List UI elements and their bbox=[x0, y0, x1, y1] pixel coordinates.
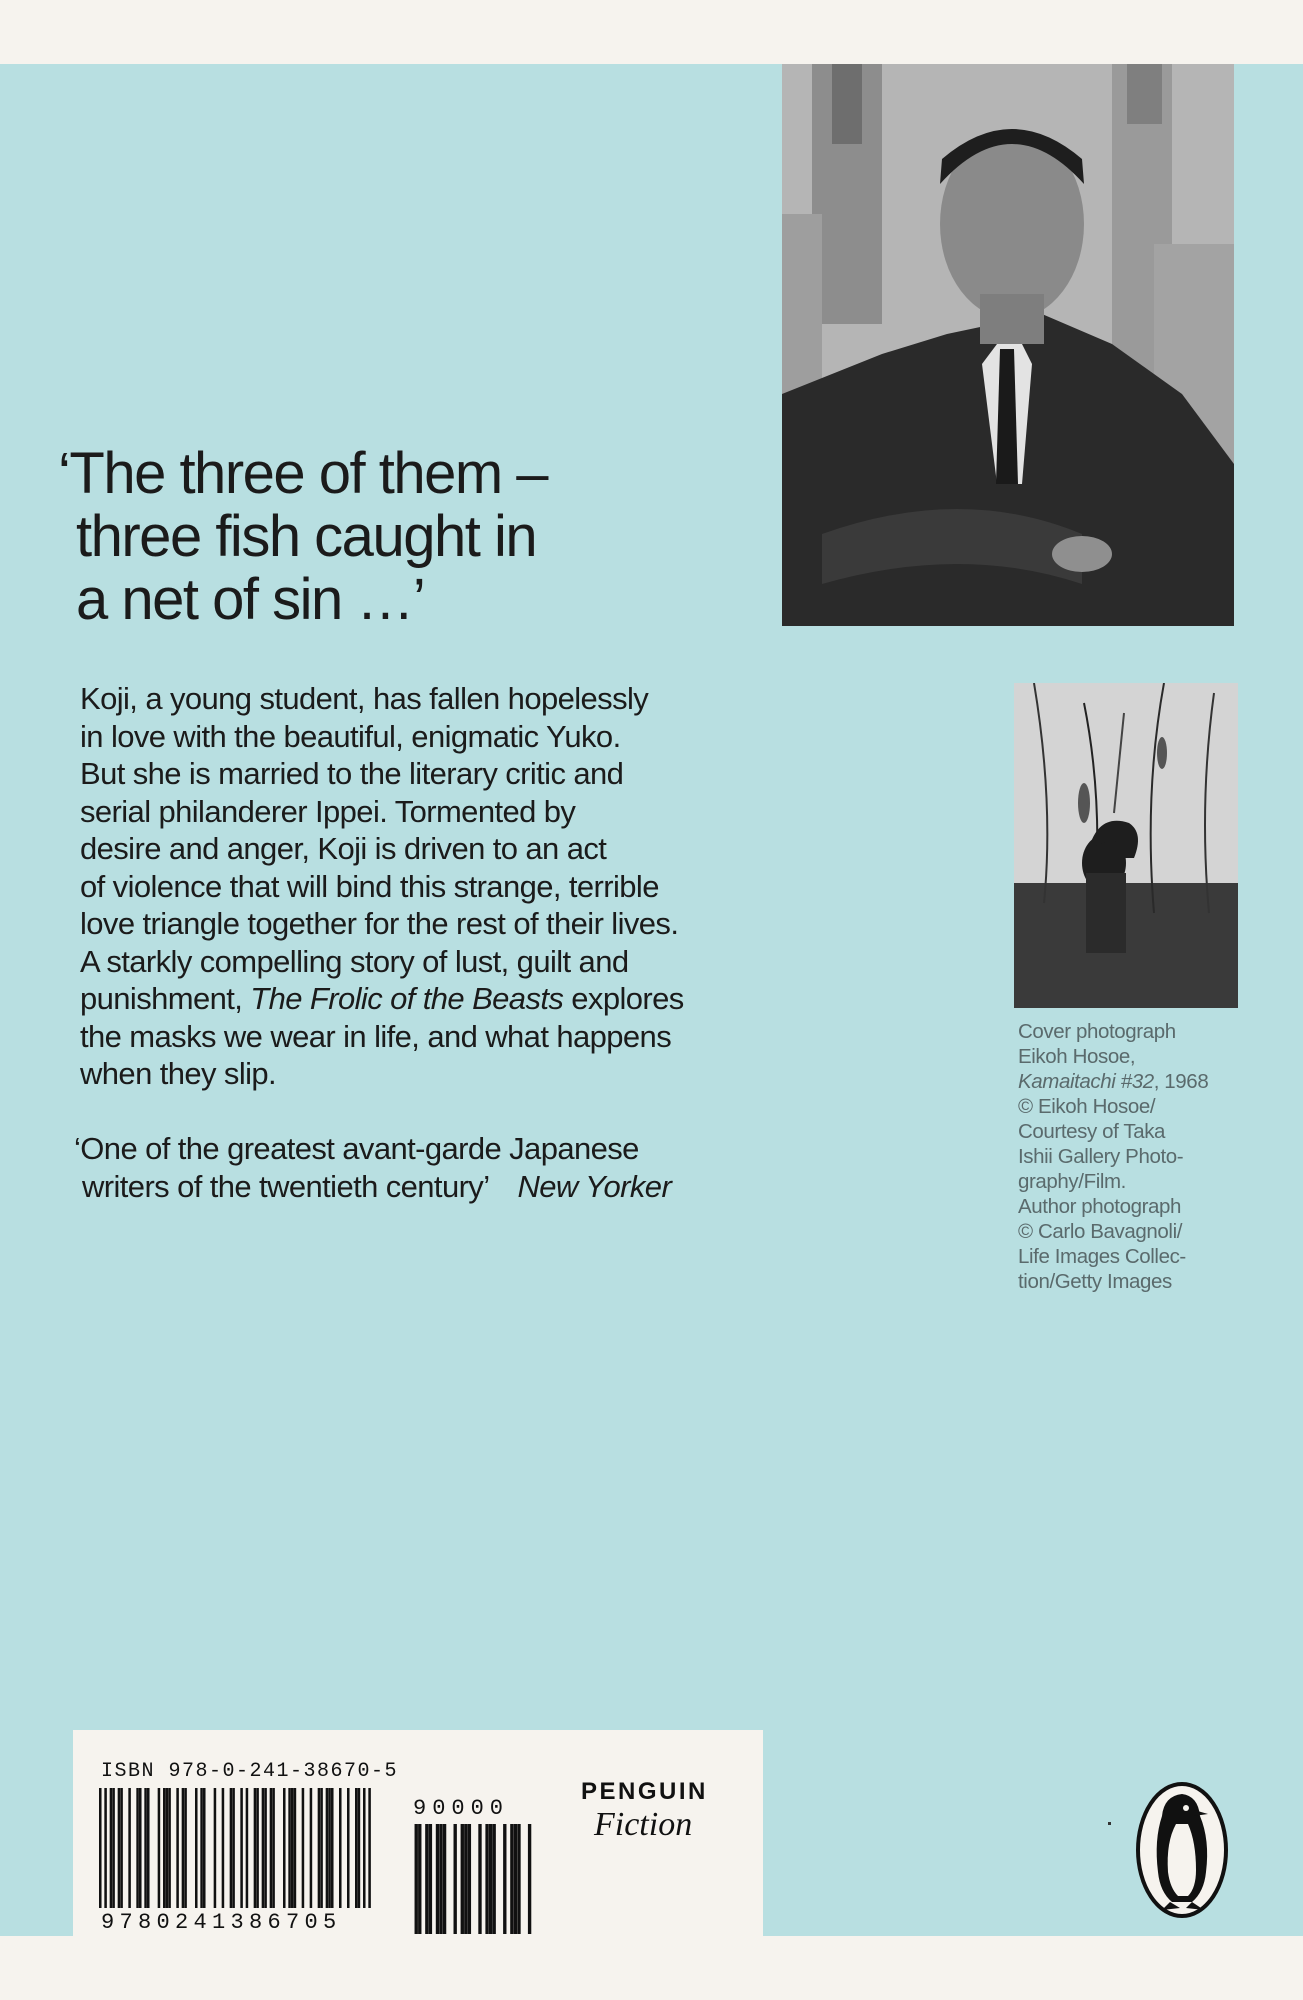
barcode-bar bbox=[144, 1788, 147, 1908]
pull-quote-line: a net of sin …’ bbox=[76, 567, 425, 632]
barcode-bar bbox=[288, 1788, 291, 1908]
barcode-bar bbox=[158, 1788, 161, 1908]
description-line: Koji, a young student, has fallen hopelessly bbox=[80, 681, 649, 716]
barcode-bar bbox=[328, 1788, 331, 1908]
registered-mark bbox=[1108, 1822, 1111, 1825]
credit-line: Courtesy of Taka bbox=[1018, 1120, 1166, 1143]
description-text: punishment, bbox=[80, 981, 251, 1016]
photo-credits bbox=[1018, 1019, 1278, 1294]
imprint-name: Fiction bbox=[594, 1806, 693, 1843]
barcode-bar bbox=[418, 1824, 421, 1934]
book-description bbox=[80, 680, 800, 1093]
description-line: A starkly compelling story of lust, guilt and bbox=[80, 943, 629, 979]
barcode-bar bbox=[182, 1788, 185, 1908]
barcode-bar bbox=[168, 1788, 171, 1908]
price-addon-digits: 90000 bbox=[413, 1796, 510, 1821]
barcode-bar bbox=[195, 1788, 198, 1908]
isbn-barcode bbox=[99, 1788, 371, 1908]
barcode-bar bbox=[436, 1824, 439, 1934]
barcode-bar bbox=[528, 1824, 531, 1934]
description-line: love triangle together for the rest of their lives. bbox=[80, 906, 679, 941]
credit-line: Ishii Gallery Photo- bbox=[1018, 1145, 1184, 1168]
penguin-logo-icon bbox=[1134, 1780, 1230, 1920]
pull-quote-line: ‘The three of them – bbox=[58, 441, 548, 506]
barcode-panel bbox=[73, 1730, 763, 1936]
barcode-bar bbox=[339, 1788, 342, 1908]
barcode-bar bbox=[302, 1788, 305, 1908]
barcode-bar bbox=[262, 1788, 265, 1908]
description-line bbox=[80, 980, 800, 1018]
barcode-bar bbox=[461, 1824, 464, 1934]
description-line: serial philanderer Ippei. Tormented by bbox=[80, 793, 576, 829]
press-quote-line: ‘One of the greatest avant-garde Japanese bbox=[74, 1131, 639, 1166]
pull-quote-line: three fish caught in bbox=[76, 504, 537, 569]
barcode-bar bbox=[203, 1788, 206, 1908]
cover-photograph-thumbnail bbox=[1014, 683, 1238, 1008]
barcode-bar bbox=[112, 1788, 115, 1908]
barcode-bar bbox=[514, 1824, 517, 1934]
isbn-label: ISBN 978-0-241-38670-5 bbox=[101, 1760, 399, 1783]
barcode-bar bbox=[128, 1788, 131, 1908]
barcode-bar bbox=[439, 1824, 442, 1934]
description-text: explores bbox=[563, 981, 684, 1016]
barcode-bar bbox=[110, 1788, 113, 1908]
barcode-bar bbox=[454, 1824, 457, 1934]
press-quote-line bbox=[74, 1168, 794, 1206]
barcode-bar bbox=[166, 1788, 169, 1908]
barcode-bar bbox=[147, 1788, 150, 1908]
ean-digits: 9780241386705 bbox=[101, 1910, 342, 1935]
barcode-bar bbox=[254, 1788, 257, 1908]
barcode-bar bbox=[355, 1788, 358, 1908]
credit-line: © Eikoh Hosoe/ bbox=[1018, 1095, 1156, 1118]
description-line: in love with the beautiful, enigmatic Yuko. bbox=[80, 718, 621, 754]
barcode-bar bbox=[222, 1788, 225, 1908]
description-line: when they slip. bbox=[80, 1056, 277, 1091]
barcode-bar bbox=[232, 1788, 235, 1908]
credit-line: Author photograph bbox=[1018, 1195, 1182, 1218]
description-line: the masks we wear in life, and what happens bbox=[80, 1018, 672, 1054]
barcode-bar bbox=[468, 1824, 471, 1934]
credit-line: Life Images Collec- bbox=[1018, 1245, 1186, 1268]
barcode-bar bbox=[240, 1788, 243, 1908]
barcode-bar bbox=[283, 1788, 286, 1908]
barcode-bar bbox=[176, 1788, 179, 1908]
pull-quote bbox=[58, 442, 678, 631]
barcode-bar bbox=[246, 1788, 249, 1908]
press-quote-text: writers of the twentieth century’ bbox=[82, 1168, 490, 1204]
barcode-bar bbox=[294, 1788, 297, 1908]
credit-line: Cover photograph bbox=[1018, 1020, 1176, 1043]
barcode-bar bbox=[425, 1824, 428, 1934]
barcode-bar bbox=[318, 1788, 321, 1908]
barcode-bar bbox=[331, 1788, 334, 1908]
barcode-bar bbox=[517, 1824, 520, 1934]
credit-line: Eikoh Hosoe, bbox=[1018, 1045, 1136, 1068]
photo-year: , 1968 bbox=[1153, 1070, 1209, 1093]
credit-line bbox=[1018, 1069, 1278, 1094]
barcode-bar bbox=[272, 1788, 275, 1908]
barcode-bar bbox=[492, 1824, 495, 1934]
barcode-bar bbox=[368, 1788, 371, 1908]
barcode-bar bbox=[510, 1824, 513, 1934]
credit-line: tion/Getty Images bbox=[1018, 1270, 1172, 1293]
barcode-bar bbox=[429, 1824, 432, 1934]
price-addon-barcode bbox=[411, 1824, 535, 1934]
barcode-bar bbox=[320, 1788, 323, 1908]
barcode-bar bbox=[310, 1788, 313, 1908]
description-line: desire and anger, Koji is driven to an act bbox=[80, 831, 607, 866]
credit-line: graphy/Film. bbox=[1018, 1170, 1126, 1193]
publisher-name: PENGUIN bbox=[581, 1778, 708, 1805]
barcode-bar bbox=[139, 1788, 142, 1908]
barcode-bar bbox=[489, 1824, 492, 1934]
description-line: But she is married to the literary critic and bbox=[80, 756, 624, 791]
barcode-bar bbox=[256, 1788, 259, 1908]
barcode-bar bbox=[443, 1824, 446, 1934]
barcode-bar bbox=[291, 1788, 294, 1908]
description-line: of violence that will bind this strange, terrible bbox=[80, 868, 659, 904]
barcode-bar bbox=[264, 1788, 267, 1908]
barcode-bar bbox=[478, 1824, 481, 1934]
barcode-bar bbox=[184, 1788, 187, 1908]
author-photograph bbox=[782, 64, 1234, 626]
press-quote-source: New Yorker bbox=[517, 1168, 672, 1204]
barcode-bar bbox=[363, 1788, 366, 1908]
barcode-bar bbox=[415, 1824, 418, 1934]
barcode-bar bbox=[347, 1788, 350, 1908]
credit-line: © Carlo Bavagnoli/ bbox=[1018, 1220, 1183, 1243]
barcode-bar bbox=[120, 1788, 123, 1908]
barcode-bar bbox=[104, 1788, 107, 1908]
press-quote bbox=[74, 1130, 794, 1205]
barcode-bar bbox=[214, 1788, 217, 1908]
barcode-bar bbox=[136, 1788, 139, 1908]
book-title: The Frolic of the Beasts bbox=[250, 981, 564, 1016]
barcode-bar bbox=[200, 1788, 203, 1908]
barcode-bar bbox=[326, 1788, 329, 1908]
photo-title: Kamaitachi #32 bbox=[1018, 1070, 1154, 1093]
barcode-bar bbox=[485, 1824, 488, 1934]
barcode-bar bbox=[230, 1788, 233, 1908]
barcode-bar bbox=[503, 1824, 506, 1934]
barcode-bar bbox=[99, 1788, 102, 1908]
barcode-bar bbox=[270, 1788, 273, 1908]
barcode-bar bbox=[358, 1788, 361, 1908]
barcode-bar bbox=[118, 1788, 121, 1908]
barcode-bar bbox=[163, 1788, 166, 1908]
barcode-bar bbox=[464, 1824, 467, 1934]
